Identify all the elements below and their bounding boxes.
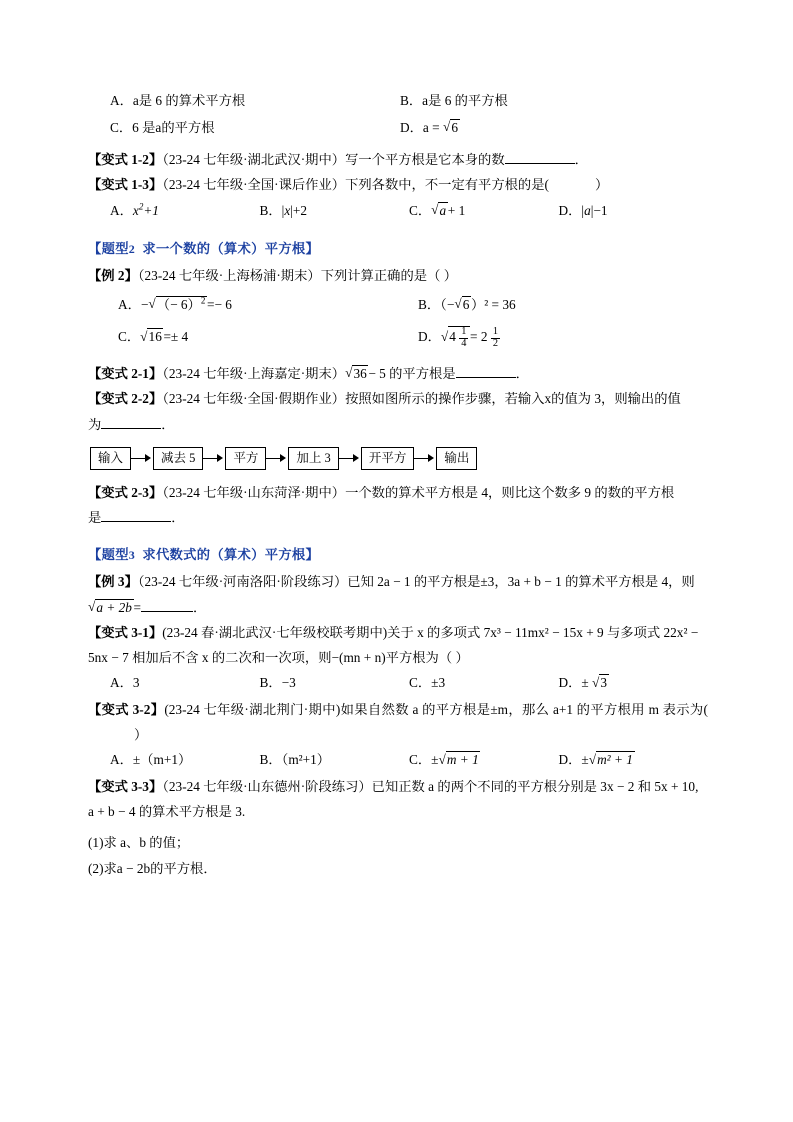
option-c-prefix: C． [118, 329, 141, 345]
example-2 [88, 263, 708, 288]
option-b-radicand: 6 [462, 296, 470, 312]
heading-title: 求代数式的（算术）平方根】 [142, 547, 320, 563]
option-c-tail: =± 4 [163, 329, 189, 345]
variant-2-1-radicand: 36 [353, 366, 367, 381]
option-b[interactable]: B．−3 [259, 675, 296, 691]
option-d[interactable] [559, 670, 709, 697]
option-a[interactable]: A．3 [110, 675, 140, 691]
heading-label: 【题型 [88, 241, 129, 257]
variant-3-1-text: 关于 x 的多项式 7x³ − 11mx² − 15x + 9 与多项式 22x² − [387, 624, 699, 640]
example-3-line2 [88, 595, 708, 620]
option-d-prefix: D．a = [400, 119, 443, 135]
arrow-right-icon [414, 453, 436, 464]
variant-3-2-options [88, 747, 708, 774]
variant-3-3 [88, 774, 708, 799]
fraction: $\frac{1}{2}$ [492, 326, 499, 350]
example-2-label: 【例 2】 [88, 268, 138, 284]
option-d-radicand [448, 326, 470, 350]
variant-2-2-source: （23-24 七年级·全国·假期作业） [162, 391, 346, 407]
option-c-radicand: m + 1 [446, 752, 479, 768]
example-3-label: 【例 3】 [88, 574, 138, 590]
variant-2-2-line2 [88, 412, 708, 437]
option-a-tail: =− 6 [206, 296, 232, 312]
variant-3-2-source: (23-24 七年级·湖北荆门·期中) [164, 701, 341, 717]
flow-step-output: 输出 [436, 447, 477, 470]
option-a-prefix: A．− [118, 296, 149, 312]
option-a[interactable] [88, 198, 260, 225]
option-c[interactable] [409, 198, 559, 225]
example-2-source: （23-24 七年级·上海杨浦·期末） [137, 268, 321, 284]
option-c[interactable]: C．6 是a的平方根 [110, 119, 215, 135]
option-b-prefix: B．（− [418, 296, 455, 312]
flow-step-square: 平方 [225, 447, 266, 470]
option-c-prefix: C．± [409, 752, 439, 768]
option-d[interactable] [418, 320, 500, 355]
answer-blank[interactable] [141, 598, 193, 612]
example-2-text: 下列计算正确的是（ ） [320, 268, 457, 284]
option-d-prefix: D．± [558, 752, 589, 768]
option-d-prefix: D．± [558, 675, 593, 691]
variant-2-1-tail: ． [515, 366, 529, 381]
variant-1-3-source: （23-24 七年级·全国·课后作业） [162, 177, 346, 193]
variant-3-1-source: (23-24 春·湖北武汉·七年级校联考期中) [162, 624, 388, 640]
section-heading-type-2 [88, 238, 708, 257]
variant-2-3-source: （23-24 七年级·山东菏泽·期中） [162, 484, 346, 500]
variant-3-3-text: 已知正数 a 的两个不同的平方根分别是 3x − 2 和 5x + 10, [371, 778, 699, 794]
variant-2-2-line2-text: 为 [88, 416, 102, 432]
variant-3-3-sub-1: (1)求 a、b 的值； [88, 835, 190, 851]
flow-chart [88, 447, 708, 470]
answer-blank[interactable] [101, 415, 161, 429]
variant-3-1-line2-text: 5nx − 7 相加后不含 x 的二次和一次项，则−(mn + n)平方根为（ ） [88, 650, 469, 665]
sqrt-icon [592, 670, 609, 697]
question-1-options-row-2 [88, 115, 708, 142]
variant-1-2-text: 写一个平方根是它本身的数 [345, 152, 505, 168]
option-d-radicand: m² + 1 [597, 752, 633, 768]
variant-2-1-label: 【变式 2-1】 [88, 366, 163, 381]
answer-blank[interactable] [505, 151, 575, 165]
variant-3-3-sub-2: (2)求a − 2b的平方根． [88, 860, 217, 876]
variant-2-1-source: （23-24 七年级·上海嘉定·期末） [162, 366, 346, 381]
variant-1-3-tail: ） [594, 177, 609, 193]
option-d-prefix: D． [418, 329, 441, 345]
variant-2-1-mid: − 5 的平方根是 [368, 366, 456, 381]
variant-3-1 [88, 620, 708, 645]
sqrt-icon [438, 747, 480, 774]
option-a-expr: $x^2+1$ [132, 201, 159, 218]
example-3-equals: = [133, 599, 142, 615]
example-3-end: ． [193, 599, 207, 615]
sqrt-icon [88, 595, 134, 620]
variant-1-2 [88, 147, 708, 172]
option-b-tail: ）² = 36 [470, 296, 516, 312]
flow-step-sqrt: 开平方 [361, 447, 415, 470]
flow-step-add: 加上 3 [288, 447, 338, 470]
option-a-radicand: （− 6）$^2$ [156, 295, 206, 312]
flow-step-input: 输入 [90, 447, 131, 470]
variant-3-3-line2-text: a + b − 4 的算术平方根是 3. [88, 804, 246, 820]
fraction: $\frac{1}{4}$ [461, 326, 467, 350]
option-b-prefix: B． [259, 202, 282, 218]
variant-2-3-tail: ． [171, 510, 185, 525]
option-a-prefix: A． [110, 202, 133, 218]
variant-2-3-label: 【变式 2-3】 [88, 484, 163, 500]
variant-2-2 [88, 386, 708, 411]
variant-2-3 [88, 480, 708, 505]
option-c[interactable]: C．±3 [409, 675, 446, 691]
option-d-prefix: D． [558, 202, 582, 218]
variant-3-1-line2 [88, 645, 708, 670]
variant-1-3-options [88, 198, 708, 225]
variant-1-3-text: 下列各数中，不一定有平方根的是( [345, 177, 549, 193]
option-c-radicand: a [439, 202, 447, 218]
variant-3-3-line2 [88, 799, 708, 824]
sqrt-icon [140, 320, 163, 355]
example-3 [88, 569, 708, 594]
answer-blank[interactable] [456, 364, 516, 378]
heading-number: 3 [128, 548, 136, 563]
option-d[interactable] [280, 115, 570, 142]
option-a[interactable]: A．±（m+1） [110, 752, 192, 768]
heading-label: 【题型 [88, 547, 129, 563]
heading-title: 求一个数的（算术）平方根】 [142, 241, 320, 257]
arrow-right-icon [266, 453, 288, 464]
variant-2-3-line2-text: 是 [88, 510, 102, 525]
option-c[interactable] [88, 320, 418, 355]
variant-1-2-label: 【变式 1-2】 [88, 152, 163, 168]
arrow-right-icon [339, 453, 361, 464]
sqrt-icon [431, 198, 448, 225]
variant-2-1 [88, 361, 708, 386]
page-content [88, 88, 708, 881]
question-1-options-row-1 [88, 88, 708, 115]
option-d-whole: 4 [449, 329, 456, 345]
variant-3-2-text: 如果自然数 a 的平方根是±m，那么 a+1 的平方根用 m 表示为( [340, 701, 708, 717]
option-c[interactable] [409, 747, 559, 774]
example-2-options-row-2 [88, 320, 708, 355]
sqrt-icon [345, 361, 368, 386]
option-b[interactable] [260, 198, 410, 225]
variant-2-3-text: 一个数的算术平方根是 4，则比这个数多 9 的数的平方根 [345, 484, 675, 500]
option-a[interactable]: A．a是 6 的算术平方根 [110, 93, 246, 108]
option-d-radicand: 6 [451, 119, 458, 135]
example-2-options-row-1 [88, 289, 708, 321]
variant-1-3-label: 【变式 1-3】 [88, 177, 163, 193]
option-a[interactable] [88, 289, 418, 321]
option-d-tail-whole: = 2 [470, 329, 488, 345]
sqrt-icon [454, 289, 471, 321]
sqrt-icon [148, 289, 207, 321]
variant-1-3 [88, 172, 708, 197]
flow-step-subtract: 减去 5 [153, 447, 203, 470]
option-c-tail: + 1 [447, 202, 466, 218]
arrow-right-icon [131, 453, 153, 464]
variant-3-2-label: 【变式 3-2】 [88, 701, 165, 717]
variant-3-2 [88, 697, 708, 748]
arrow-right-icon [203, 453, 225, 464]
variant-2-2-text: 按照如图所示的操作步骤，若输入x的值为 3，则输出的值 [345, 391, 681, 407]
sqrt-icon [441, 320, 470, 355]
option-b[interactable]: B．（m²+1） [259, 752, 331, 768]
variant-3-3-label: 【变式 3-3】 [88, 778, 163, 794]
example-3-source: （23-24 七年级·河南洛阳·阶段练习） [137, 574, 348, 590]
option-b-expr: |x|+2 [281, 202, 308, 218]
option-d-radicand: 3 [600, 675, 608, 691]
variant-2-2-label: 【变式 2-2】 [88, 391, 163, 407]
sqrt-icon [589, 747, 635, 774]
option-d[interactable] [559, 747, 709, 774]
section-heading-type-3 [88, 544, 708, 563]
variant-2-3-line2 [88, 505, 708, 530]
variant-3-1-label: 【变式 3-1】 [88, 624, 163, 640]
variant-1-2-tail: ． [574, 152, 588, 168]
option-b[interactable] [418, 289, 516, 321]
option-d-expr: |a|−1 [581, 202, 608, 218]
example-3-radicand: a + 2b [96, 599, 132, 615]
variant-3-3-source: （23-24 七年级·山东德州·阶段练习） [162, 778, 372, 794]
variant-3-1-options [88, 670, 708, 697]
sqrt-icon [443, 115, 460, 142]
example-3-text: 已知 2a − 1 的平方根是±3，3a + b − 1 的算术平方根是 4，则 [347, 574, 695, 590]
option-c-prefix: C． [409, 202, 432, 218]
option-b[interactable]: B．a是 6 的平方根 [400, 93, 508, 108]
option-c-radicand: 16 [148, 329, 162, 345]
answer-blank[interactable] [101, 508, 171, 522]
variant-2-2-tail: ． [161, 416, 175, 432]
variant-3-2-tail: ） [134, 727, 148, 743]
variant-1-2-source: （23-24 七年级·湖北武汉·期中） [162, 152, 346, 168]
heading-number: 2 [128, 242, 136, 257]
option-d[interactable] [559, 198, 709, 225]
